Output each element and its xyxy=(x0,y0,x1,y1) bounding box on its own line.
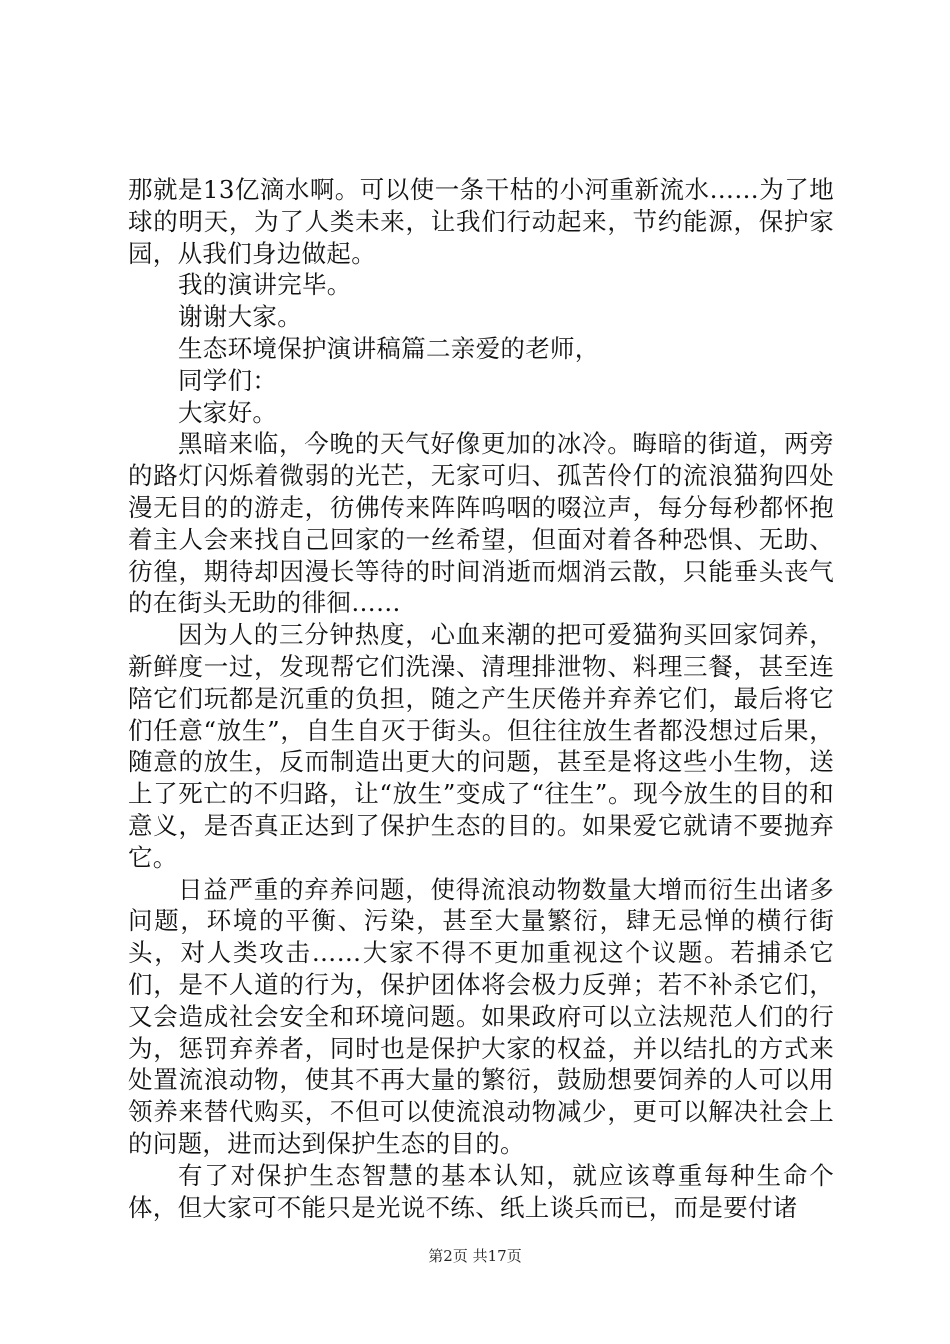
paragraph-greeting: 大家好。 xyxy=(178,397,278,427)
paragraph-intro-continuation: 那就是13亿滴水啊。可以使一条干枯的小河重新流水……为了地球的明天，为了人类未来，让我们行动起来，节约能源，保护家园，从我们身边做起。 xyxy=(128,175,834,268)
paragraph-problems: 日益严重的弃养问题，使得流浪动物数量大增而衍生出诸多问题，环境的平衡、污染，甚至大量繁衍，肆无忌惮的横行街头，对人类攻击……大家不得不更加重视这个议题。若捕杀它们，是不人道的行为，保护团体将会极力反弹；若不补杀它们，又会造成社会安全和环境问题。如果政府可以立法规范人们的行为，惩罚弃养者，同时也是保护大家的权益，并以结扎的方式来处置流浪动物，使其不再大量的繁衍，鼓励想要饲养的人可以用领养来替代购买，不但可以使流浪动物减少，更可以解决社会上的问题，进而达到保护生态的目的。 xyxy=(128,874,834,1158)
page-number-footer: 第2页 共17页 xyxy=(428,1247,522,1265)
paragraph-thanks: 谢谢大家。 xyxy=(178,302,302,332)
document-body xyxy=(128,174,834,1223)
paragraph-darkness: 黑暗来临，今晚的天气好像更加的冰冷。晦暗的街道，两旁的路灯闪烁着微弱的光芒，无家可归、孤苦伶仃的流浪猫狗四处漫无目的的游走，彷佛传来阵阵呜咽的啜泣声，每分每秒都怀抱着主人会来找自己回家的一丝希望，但面对着各种恐惧、无助、彷徨，期待却因漫长等待的时间消逝而烟消云散，只能垂头丧气的在街头无助的徘徊…… xyxy=(128,429,834,618)
paragraph-salutation: 同学们： xyxy=(178,365,278,395)
paragraph-respect-life: 有了对保护生态智慧的基本认知，就应该尊重每种生命个体，但大家可不能只是光说不练、纸上谈兵而已，而是要付诸 xyxy=(128,1160,834,1222)
paragraph-speech-two-title: 生态环境保护演讲稿篇二亲爱的老师， xyxy=(178,333,600,363)
paragraph-speech-end: 我的演讲完毕。 xyxy=(178,270,352,300)
paragraph-abandonment: 因为人的三分钟热度，心血来潮的把可爱猫狗买回家饲养，新鲜度一过，发现帮它们洗澡、清理排泄物、料理三餐，甚至连陪它们玩都是沉重的负担，随之产生厌倦并弃养它们，最后将它们任意“放生”，自生自灭于街头。但往往放生者都没想过后果，随意的放生，反而制造出更大的问题，甚至是将这些小生物，送上了死亡的不归路，让“放生”变成了“往生”。现今放生的目的和意义，是否真正达到了保护生态的目的。如果爱它就请不要抛弃它。 xyxy=(128,620,834,872)
